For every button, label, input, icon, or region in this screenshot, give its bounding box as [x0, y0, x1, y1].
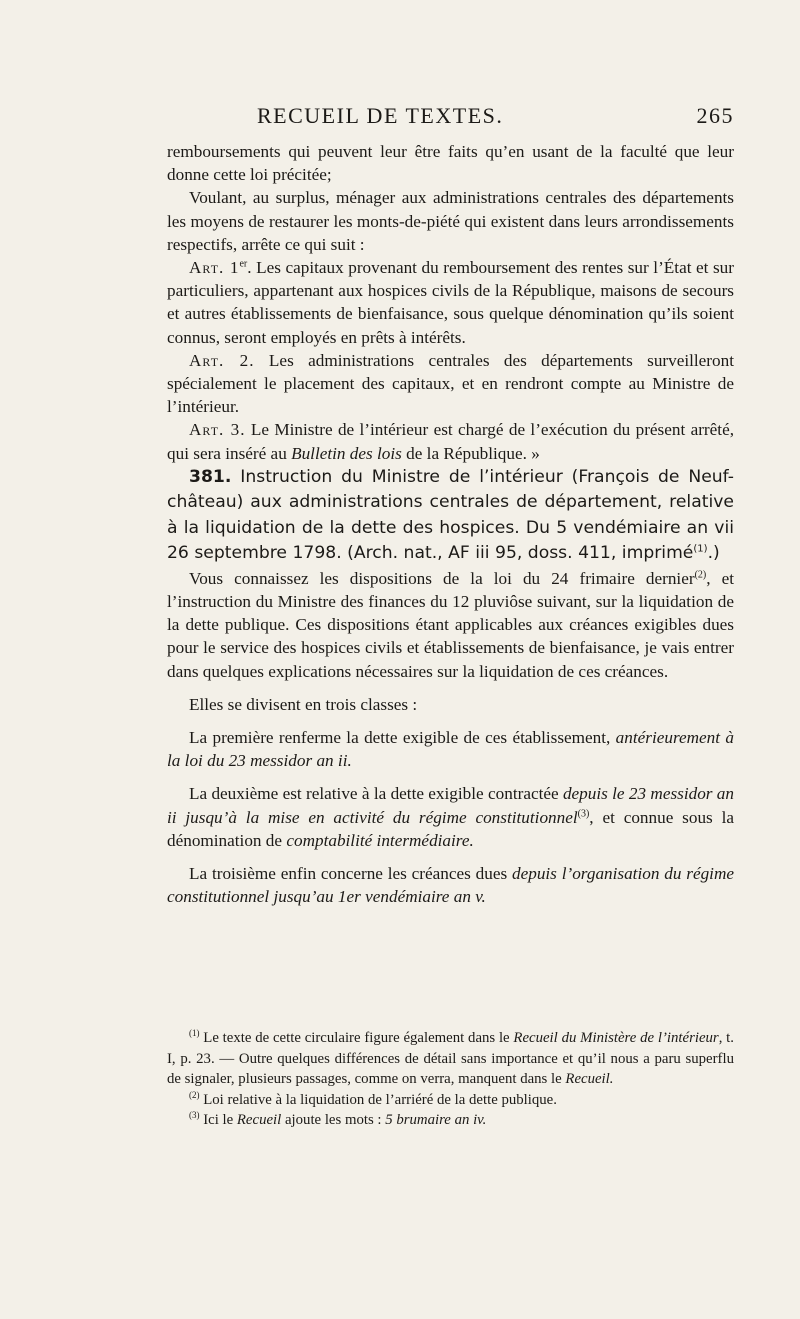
- footnote-ref: (2): [694, 569, 707, 581]
- section-heading: 381. Instruction du Ministre de l’intérieur (François de Neuf-château) aux administrations centrales de département, relative à la liquidation de la dette des hospices. Du 5 vendémiaire an vii 26 septembre 1798. (Arch. nat., AF iii 95, doss. 411, imprimé$^{(1)}$.): [167, 466, 734, 564]
- page-number: 265: [696, 103, 734, 128]
- section-number: 381.: [189, 466, 232, 487]
- footnote-ref: (1): [693, 543, 708, 555]
- paragraph: La première renferme la dette exigible de ces établissement, antérieurement à la loi du 23 messidor an ii.: [167, 728, 734, 771]
- article-label: Art. 1: [189, 258, 240, 278]
- footnote-3: $^{(3)}$ Ici le Recueil ajoute les mots : 5 brumaire an iv.: [189, 1110, 487, 1128]
- article-label: Art. 3.: [189, 420, 246, 440]
- paragraph: La troisième enfin concerne les créances dues depuis l’organisation du régime constitutionnel jusqu’au 1er vendémiaire an v.: [167, 864, 735, 907]
- paragraph: remboursements qui peuvent leur être faits qu’en usant de la faculté que leur donne cette loi précitée;: [167, 142, 734, 185]
- article-1: Art. 1er. Les capitaux provenant du remboursement des rentes sur l’État et sur particuliers, appartenant aux hospices civils de la République, maisons de secours et autres établissements de bienfaisance, sous quelque dénomination qu’ils soient connus, seront employés en prêts à intérêts.: [167, 258, 734, 347]
- footnotes: [167, 1028, 734, 1131]
- paragraph: Elles se divisent en trois classes :: [189, 694, 418, 714]
- paragraph: Vous connaissez les dispositions de la loi du 24 frimaire dernier$^{(2)}$, et l’instruction du Ministre des finances du 12 pluviôse suivant, sur la liquidation de la dette publique. Ces dispositions étant applicables aux créances exigibles dues pour le service des hospices civils et établissements de bienfaisance, je vais entrer dans quelques explications nécessaires sur la liquidation de ces créances.: [167, 568, 734, 681]
- paragraph: Voulant, au surplus, ménager aux administrations centrales des départements les moyens de restaurer les monts-de-piété qui existent dans leurs arrondissements respectifs, arrête ce qui suit :: [167, 188, 734, 254]
- running-title: RECUEIL DE TEXTES.: [257, 103, 504, 128]
- footnote-1: $^{(1)}$ Le texte de cette circulaire figure également dans le Recueil du Ministère de l’intérieur, t. I, p. 23. — Outre quelques différences de détail sans importance et qu’il nous a paru superflu de signaler, plusieurs passages, comme on verra, manquent dans le Recueil.: [167, 1028, 734, 1087]
- footnote-2: $^{(2)}$ Loi relative à la liquidation de l’arriéré de la dette publique.: [189, 1089, 557, 1108]
- article-label: Art. 2.: [189, 350, 255, 370]
- article-2: Art. 2. Les administrations centrales des départements surveilleront spécialement le placement des capitaux, et en rendront compte au Ministre de l’intérieur.: [167, 350, 734, 417]
- article-3: Art. 3. Le Ministre de l’intérieur est chargé de l’exécution du présent arrêté, qui sera inséré au Bulletin des lois de la République. »: [167, 420, 734, 463]
- body-text: [167, 140, 734, 908]
- footnote-ref: (3): [577, 807, 590, 819]
- paragraph: La deuxième est relative à la dette exigible contractée depuis le 23 messidor an ii jusqu’à la mise en activité du régime constitutionnel$^{(3)}$, et connue sous la dénomination de comptabilité intermédiaire.: [167, 784, 734, 850]
- running-header: [167, 103, 734, 133]
